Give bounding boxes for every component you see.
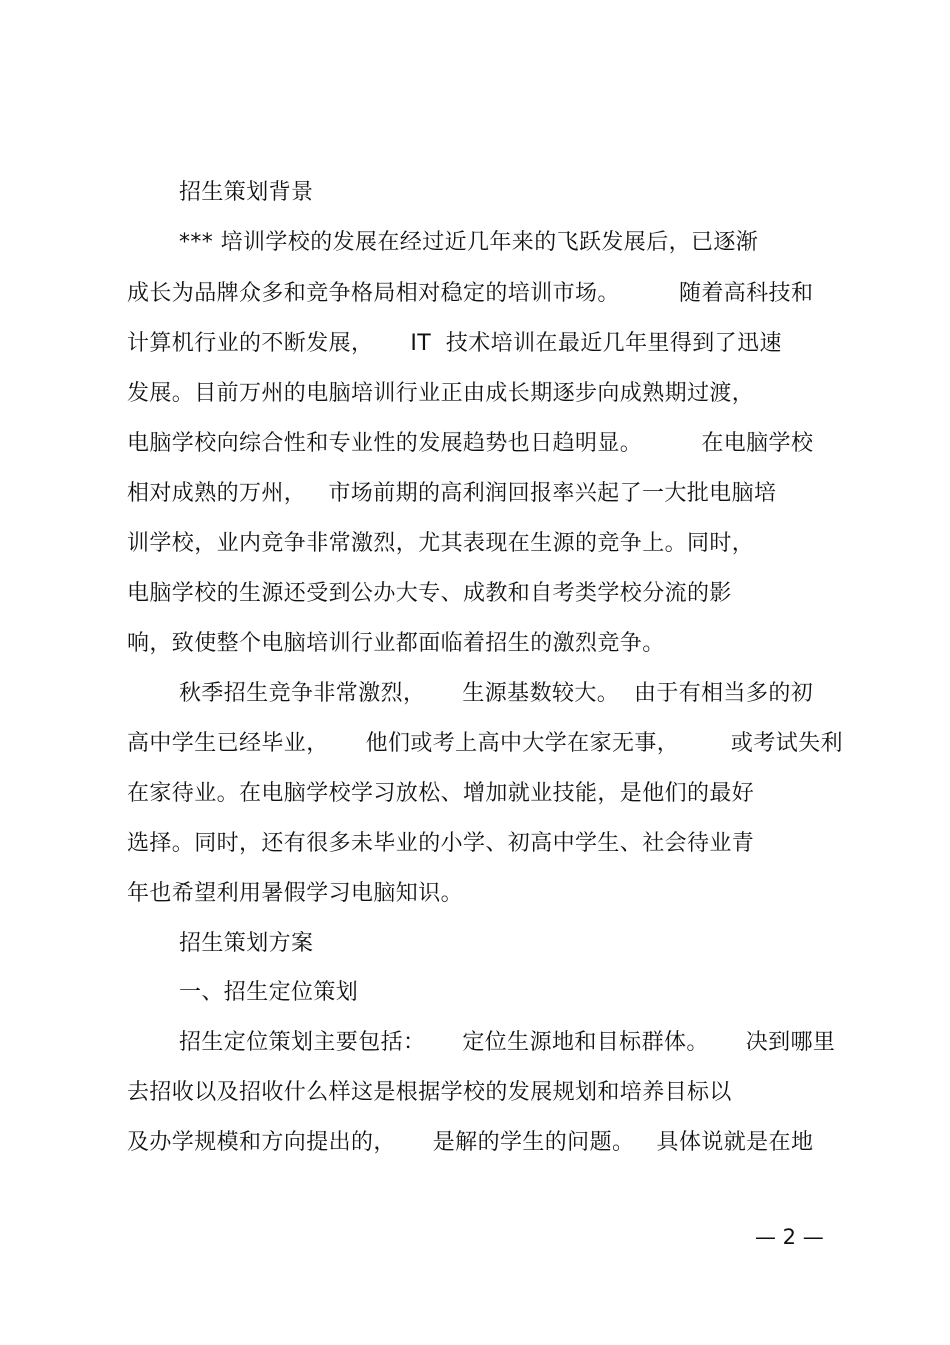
paragraph-line: 秋季招生竞争非常激烈， 生源基数较大。 由于有相当多的初 [179,681,814,706]
paragraph-line: 年也希望利用暑假学习电脑知识。 [127,881,464,906]
paragraph-line: 电脑学校的生源还受到公办大专、成教和自考类学校分流的影 [127,581,732,606]
paragraph-line: 电脑学校向综合性和专业性的发展趋势也日趋明显。 在电脑学校 [127,431,814,456]
paragraph-line: 计算机行业的不断发展， IT 技术培训在最近几年里得到了迅速 [127,331,782,356]
paragraph-line: 高中学生已经毕业， 他们或考上高中大学在家无事， 或考试失利 [127,731,843,756]
heading-background: 招生策划背景 [179,180,314,205]
paragraph-line: 招生定位策划主要包括： 定位生源地和目标群体。 决到哪里 [179,1030,836,1055]
paragraph-line: *** 培训学校的发展在经过近几年来的飞跃发展后，已逐渐 [179,230,759,255]
paragraph-line: 响，致使整个电脑培训行业都面临着招生的激烈竞争。 [127,631,665,656]
heading-plan: 招生策划方案 [179,931,314,956]
paragraph-line: 发展。目前万州的电脑培训行业正由成长期逐步向成熟期过渡， [127,381,755,406]
paragraph-line: 在家待业。在电脑学校学习放松、增加就业技能，是他们的最好 [127,781,755,806]
paragraph-line: 及办学规模和方向提出的， 是解的学生的问题。 具体说就是在地 [127,1130,814,1155]
paragraph-line: 训学校，业内竞争非常激烈，尤其表现在生源的竞争上。同时， [127,531,755,556]
paragraph-line: 去招收以及招收什么样这是根据学校的发展规划和培养目标以 [127,1080,732,1105]
paragraph-line: 成长为品牌众多和竞争格局相对稳定的培训市场。 随着高科技和 [127,281,814,306]
section-heading: 一、招生定位策划 [179,980,359,1005]
paragraph-line: 相对成熟的万州， 市场前期的高利润回报率兴起了一大批电脑培 [127,481,777,506]
page-number: — 2 — [755,1225,824,1249]
paragraph-line: 选择。同时，还有很多未毕业的小学、初高中学生、社会待业青 [127,831,755,856]
